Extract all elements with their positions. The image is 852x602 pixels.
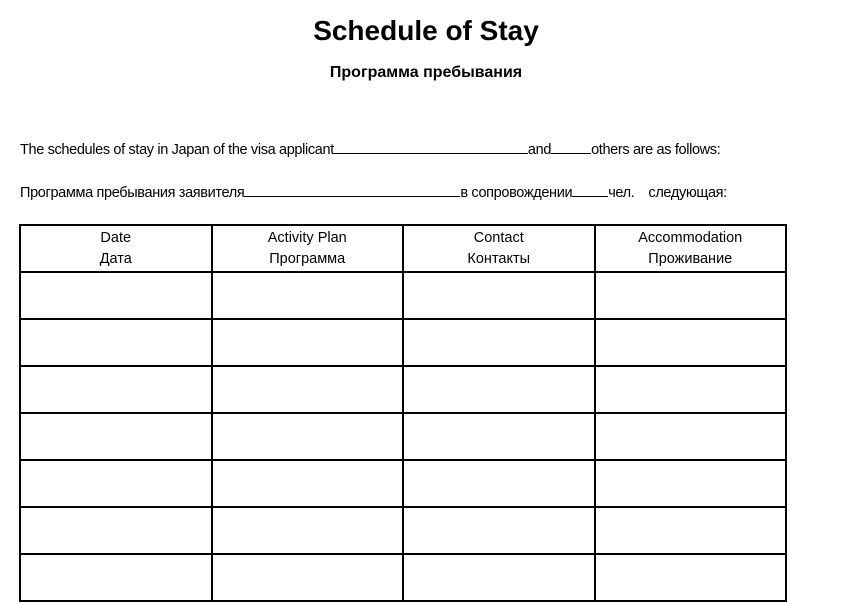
contact-cell[interactable] [403,554,595,601]
column-header-ru: Дата [99,250,132,267]
applicant-name-blank-ru[interactable] [244,182,460,197]
table-row [20,507,786,554]
contact-cell[interactable] [403,460,595,507]
accommodation-cell[interactable] [595,272,787,319]
table-row [20,319,786,366]
activity-plan-cell[interactable] [212,507,404,554]
activity-plan-cell[interactable] [212,366,404,413]
column-header-ru: Проживание [648,250,733,267]
activity-plan-cell[interactable] [212,413,404,460]
accommodation-cell[interactable] [595,460,787,507]
activity-plan-cell[interactable] [212,554,404,601]
page-title: Schedule of Stay [313,15,539,46]
column-header-en: Accommodation [638,229,743,246]
schedule-table [19,224,787,602]
page-subtitle: Программа пребывания [329,64,523,81]
date-cell[interactable] [20,272,212,319]
date-cell[interactable] [20,460,212,507]
column-header-ru: Программа [269,250,346,267]
contact-cell[interactable] [403,319,595,366]
date-cell[interactable] [20,413,212,460]
others-count-blank[interactable] [551,139,591,154]
intro-en-text-2: and [527,142,552,158]
column-header-en: Contact [473,229,524,246]
table-row [20,366,786,413]
table-row [20,554,786,601]
date-cell[interactable] [20,319,212,366]
date-cell[interactable] [20,554,212,601]
column-header-activity-plan [212,225,404,272]
date-cell[interactable] [20,507,212,554]
table-header-row [20,225,786,272]
column-header-accommodation [595,225,787,272]
intro-en-text-1: The schedules of stay in Japan of the visa applicant [20,142,334,158]
table-row [20,413,786,460]
column-header-en: Date [100,229,132,246]
activity-plan-cell[interactable] [212,460,404,507]
column-header-ru: Контакты [467,250,531,267]
accommodation-cell[interactable] [595,319,787,366]
accommodation-cell[interactable] [595,366,787,413]
contact-cell[interactable] [403,413,595,460]
intro-line-ru [20,182,727,203]
intro-en-text-3: others are as follows: [591,142,721,158]
companions-count-blank-ru[interactable] [572,182,608,197]
intro-ru-text-3: чел. [608,185,635,201]
intro-ru-text-4: следующая: [648,185,727,201]
contact-cell[interactable] [403,507,595,554]
applicant-name-blank[interactable] [334,139,528,154]
activity-plan-cell[interactable] [212,319,404,366]
intro-line-en [20,139,720,160]
intro-ru-text-2: в сопровождении [460,185,573,201]
column-header-date [20,225,212,272]
table-row [20,272,786,319]
contact-cell[interactable] [403,272,595,319]
date-cell[interactable] [20,366,212,413]
contact-cell[interactable] [403,366,595,413]
accommodation-cell[interactable] [595,507,787,554]
table-row [20,460,786,507]
activity-plan-cell[interactable] [212,272,404,319]
accommodation-cell[interactable] [595,554,787,601]
accommodation-cell[interactable] [595,413,787,460]
intro-ru-text-1: Программа пребывания заявителя [20,185,245,201]
column-header-contact [403,225,595,272]
column-header-en: Activity Plan [267,229,347,246]
